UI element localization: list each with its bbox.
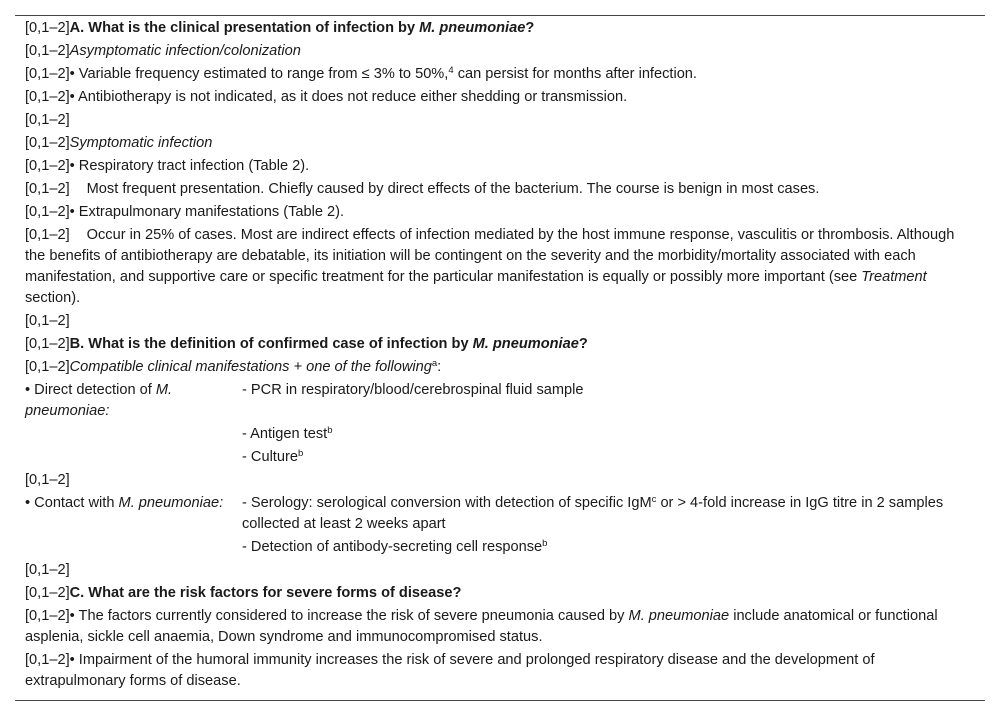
section-c-heading: [0,1–2]C. What are the risk factors for severe forms of disease? xyxy=(25,585,462,601)
asymptomatic-bullet-frequency: [0,1–2]• Variable frequency estimated to range from ≤ 3% to 50%,$^4$ can persist for months after infection. xyxy=(25,65,697,82)
risk-factor-bullet-2: [0,1–2]• Impairment of the humoral immunity increases the risk of severe and prolonged respiratory disease and the development of extrapulmonary forms of disease. xyxy=(25,652,875,689)
spacer-row: [0,1–2] xyxy=(25,313,70,329)
symptomatic-extrapulmonary-detail: [0,1–2] Occur in 25% of cases. Most are indirect effects of infection mediated by the host immune response, vasculitis or thrombosis. Although the benefits of antibiotherapy are debatable, its initiation will be contingent on the severity and the morbidity/mortality associated with each manifestation, and supportive care or specific treatment for the particular manifestation is equally or possibly more important (see Treatment section). xyxy=(25,227,955,306)
symptomatic-respiratory-detail: [0,1–2] Most frequent presentation. Chiefly caused by direct effects of the bacterium. The course is benign in most cases. xyxy=(25,181,820,197)
spacer-row: [0,1–2] xyxy=(25,472,70,488)
contact-row xyxy=(15,493,985,535)
direct-detection-antigen: - Antigen test$^b$ xyxy=(242,425,333,442)
definition-criteria: [0,1–2]Compatible clinical manifestations + one of the following$^a$: xyxy=(25,358,442,375)
direct-detection-row xyxy=(15,380,985,422)
symptomatic-bullet-extrapulmonary: [0,1–2]• Extrapulmonary manifestations (Table 2). xyxy=(25,204,345,220)
direct-detection-pcr: - PCR in respiratory/blood/cerebrospinal fluid sample xyxy=(242,382,584,398)
contact-serology: - Serology: serological conversion with detection of specific IgM$^c$ or > 4-fold increase in IgG titre in 2 samples collected at least 2 weeks apart xyxy=(242,494,944,532)
asymptomatic-title: [0,1–2]Asymptomatic infection/colonization xyxy=(25,43,301,59)
direct-detection-culture: - Culture$^b$ xyxy=(242,448,304,465)
clinical-info-table xyxy=(15,15,985,701)
direct-detection-label: • Direct detection of M. pneumoniae: xyxy=(25,382,173,419)
risk-factor-bullet-1: [0,1–2]• The factors currently considered to increase the risk of severe pneumonia caused by M. pneumoniae include anatomical or functional asplenia, sickle cell anaemia, Down syndrome and immunocompromised status. xyxy=(25,608,938,645)
contact-antibody-secreting: - Detection of antibody-secreting cell response$^b$ xyxy=(242,538,548,555)
direct-detection-row xyxy=(15,447,985,468)
spacer-row: [0,1–2] xyxy=(25,562,70,578)
spacer-row: [0,1–2] xyxy=(25,112,70,128)
symptomatic-bullet-respiratory: [0,1–2]• Respiratory tract infection (Table 2). xyxy=(25,158,310,174)
symptomatic-title: [0,1–2]Symptomatic infection xyxy=(25,135,213,151)
section-b-heading: [0,1–2]B. What is the definition of confirmed case of infection by M. pneumoniae? xyxy=(25,336,588,352)
contact-label: • Contact with M. pneumoniae: xyxy=(25,495,224,511)
contact-row xyxy=(15,537,985,558)
asymptomatic-bullet-antibiotherapy: [0,1–2]• Antibiotherapy is not indicated, as it does not reduce either shedding or transmission. xyxy=(25,89,628,105)
section-a-heading: [0,1–2]A. What is the clinical presentation of infection by M. pneumoniae? xyxy=(25,20,535,36)
direct-detection-row xyxy=(15,424,985,445)
